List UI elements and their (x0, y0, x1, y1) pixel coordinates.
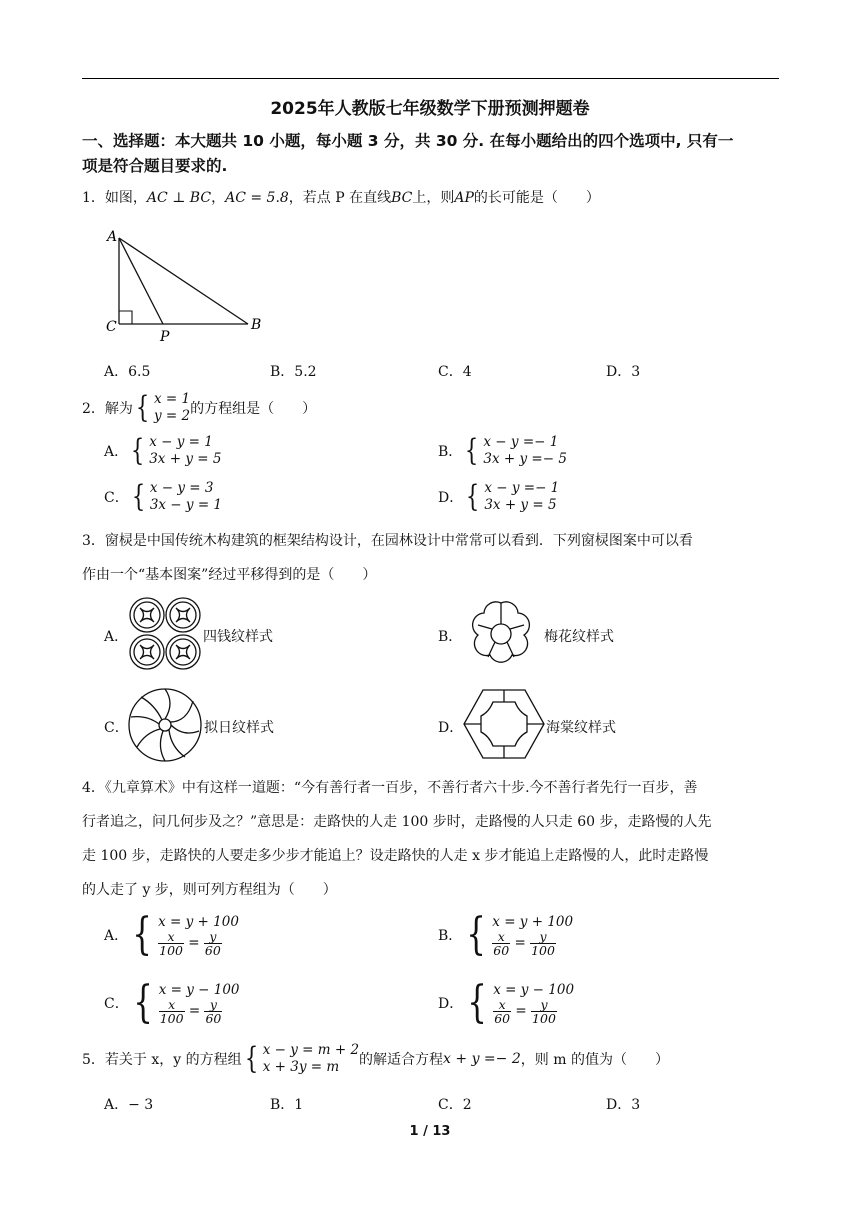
q5-option-b: B．1 (270, 1097, 304, 1113)
question-3-line1: 3．窗棂是中国传统木构建筑的框架结构设计，在园林设计中常常可以看到．下列窗棂图案中可以看 (82, 533, 693, 549)
q5-option-d: D．3 (606, 1097, 641, 1113)
q3-option-a-key: A． (104, 629, 129, 645)
sun-pattern-icon (127, 687, 203, 763)
q1-option-a: A．6.5 (104, 364, 151, 380)
page-number: 1 / 13 (409, 1124, 451, 1139)
q3-option-a-label: 四钱纹样式 (203, 629, 273, 645)
q3-option-b-label: 梅花纹样式 (544, 629, 614, 645)
q1-option-d: D．3 (606, 364, 641, 380)
question-2: 2．解为{ x = 1 y = 2 的方程组是（ ） (82, 390, 317, 425)
vertex-label-b: B (251, 317, 262, 333)
question-4-line4: 的人走了 y 步，则可列方程组为（ ） (82, 882, 337, 898)
triangle-figure (100, 225, 270, 345)
point-label-p: P (160, 329, 170, 345)
q5-option-c: C．2 (438, 1097, 472, 1113)
q2-option-d: D．{ x − y =− 1 3x + y = 5 (438, 479, 560, 514)
question-4-line1: 4．《九章算术》中有这样一道题：“今有善行者一百步，不善行者六十步.今不善行者先行一百步，善 (82, 780, 698, 796)
q4-option-b: B．{ x = y + 100 $\frac{x}{60}$ = $\frac{y}{100}$ (438, 909, 574, 960)
q3-option-c-label: 拟日纹样式 (204, 720, 274, 736)
begonia-pattern-icon (463, 688, 545, 760)
q1-option-b: B．5.2 (270, 364, 317, 380)
q4-option-c: C．{ x = y − 100 $\frac{x}{100}$ = $\frac{y}{60}$ (104, 977, 240, 1028)
plum-blossom-pattern-icon (462, 599, 540, 669)
q3-option-d-key: D． (438, 720, 464, 736)
vertex-label-c: C (106, 319, 117, 335)
question-5: 5．若关于 x，y 的方程组{ x − y = m + 2 x + 3y = m 的解适合方程x + y =− 2，则 m 的值为（ ） (82, 1041, 669, 1076)
q3-option-d-label: 海棠纹样式 (546, 720, 616, 736)
q4-option-d: D．{ x = y − 100 $\frac{x}{60}$ = $\frac{y}{100}$ (438, 977, 575, 1028)
q4-option-a: A．{ x = y + 100 $\frac{x}{100}$ = $\frac{y}{60}$ (104, 909, 239, 960)
header-rule (82, 78, 779, 79)
q3-option-c-key: C． (104, 720, 129, 736)
question-3-line2: 作由一个“基本图案”经过平移得到的是（ ） (82, 567, 377, 583)
section-heading: 一、选择题：本大题共 10 小题，每小题 3 分，共 30 分. 在每小题给出的四个选项中, 只有一 (82, 132, 734, 150)
page-title: 2025年人教版七年级数学下册预测押题卷 (270, 99, 590, 119)
q3-option-b-key: B． (438, 629, 463, 645)
question-4-line3: 走 100 步，走路快的人要走多少步才能追上？设走路快的人走 x 步才能追上走路慢的人，此时走路慢 (82, 848, 709, 864)
question-1: 1．如图，AC ⊥ BC，AC = 5.8，若点 P 在直线BC上，则AP的长可能是（ ） (82, 190, 600, 206)
vertex-label-a: A (107, 229, 118, 245)
q1-option-c: C．4 (438, 364, 472, 380)
q2-option-a: A．{ x − y = 1 3x + y = 5 (104, 433, 222, 468)
q2-option-b: B．{ x − y =− 1 3x + y =− 5 (438, 433, 567, 468)
q2-option-c: C．{ x − y = 3 3x − y = 1 (104, 479, 223, 514)
q5-option-a: A．− 3 (104, 1097, 154, 1113)
question-4-line2: 行者追之，问几何步及之？”意思是：走路快的人走 100 步时，走路慢的人只走 60 步，走路慢的人先 (82, 814, 712, 830)
four-coins-pattern-icon (128, 597, 204, 671)
section-heading-cont: 项是符合题目要求的. (82, 157, 228, 175)
